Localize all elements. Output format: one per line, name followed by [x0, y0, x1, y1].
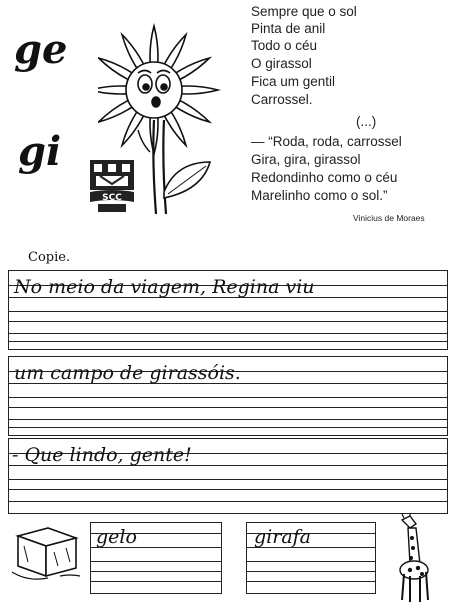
syllable-gi: gi [18, 128, 62, 175]
poem-line: Marelinho como o sol.” [251, 188, 388, 203]
copy-line-text: No meio da viagem, Regina viu [14, 276, 315, 298]
poem-line: Redondinho como o céu [251, 170, 398, 185]
poem-line: Gira, gira, girassol [251, 152, 361, 167]
poem-line: Pinta de anil [251, 21, 326, 36]
poem-author: Vinicius de Moraes [353, 213, 425, 223]
poem-line: O girassol [251, 56, 312, 71]
poem-line: — “Roda, roda, carrossel [251, 134, 402, 149]
svg-text:SCC: SCC [102, 193, 122, 203]
ice-cube-icon [8, 522, 84, 582]
poem-line: Todo o céu [251, 38, 318, 53]
word-gelo: gelo [96, 526, 137, 548]
poem-line: Carrossel. [251, 92, 313, 107]
poem-line: Fica um gentil [251, 74, 336, 89]
syllable-ge: ge [14, 26, 68, 73]
sunflower-icon [98, 2, 226, 218]
giraffe-icon [380, 514, 438, 604]
copy-line-text: um campo de girassóis. [14, 362, 241, 384]
instruction-label: Copie. [28, 250, 71, 265]
copy-line-text: - Que lindo, gente! [12, 444, 192, 466]
word-girafa: girafa [254, 526, 312, 548]
poem-line: Sempre que o sol [251, 4, 357, 19]
poem-ellipsis: (...) [356, 114, 377, 129]
